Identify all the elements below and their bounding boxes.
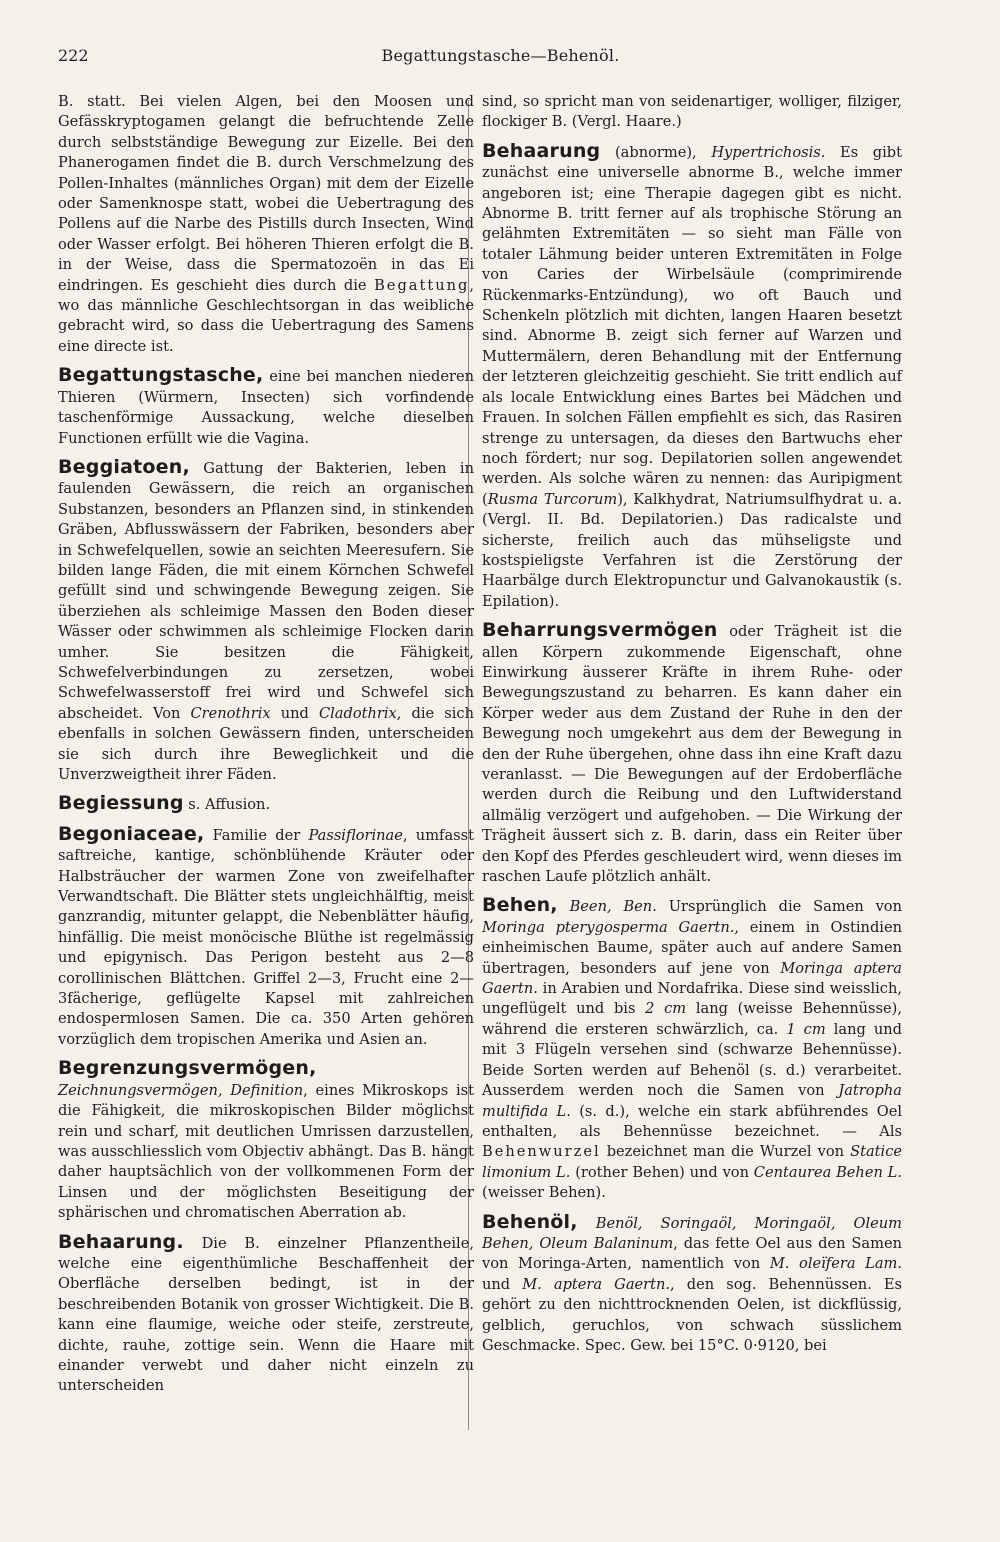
entry-behaarung: Behaarung. Die B. einzelner Pflanzentheile, welche eine eigenthümliche Beschaffenheit der Oberfläche derselben bedingt, ist in der beschreibenden Botanik von grosser Wichtigkeit. Die B. kann eine flaumige, weiche oder steife, zerstreute, dichte, rauhe, zottige sein. Wenn die Haare mit einander verwebt und daher nicht einzeln zu unterscheiden bbox=[58, 1230, 474, 1395]
entry-beggiatoen: Beggiatoen, Gattung der Bakterien, leben in faulenden Gewässern, die reich an organischen Substanzen, besonders an Pflanzen sind, in stinkenden Gräben, Abflusswässern der Fabriken, besonders aber in Schwefelquellen, sowie an seichten Meeresufern. Sie bilden lange Fäden, die mit einem Körnchen Schwefel gefüllt sind und schwingende Bewegung zeigen. Sie überziehen als schleimige Massen den Boden dieser Wässer oder schwimmen als schleimige Flocken darin umher. Sie besitzen die Fähigkeit, Schwefelverbindungen zu zersetzen, wobei Schwefelwasserstoff frei wird und Schwefel sich abscheidet. Von Crenothrix und Cladothrix, die sich ebenfalls in solchen Gewässern finden, unterscheiden sie sich durch ihre Beweglichkeit und die Unverzweigtheit ihrer Fäden. bbox=[58, 455, 475, 783]
running-head: Begattungstasche—Behenöl. bbox=[381, 46, 620, 65]
headword: Begiessung bbox=[58, 792, 184, 815]
continued-paragraph: B. statt. Bei vielen Algen, bei den Moosen und Gefässkryptogamen gelangt die befruchtende Zelle durch selbstständige Bewegung zur Eizelle. Bei den Phanerogamen findet die B. durch Verschmelzung des Pollen-Inhaltes (männliches Organ) mit dem der Eizelle oder Samenknospe statt, wobei die Uebertragung des Pollens auf die Narbe des Pistills durch Insecten, Wind oder Wasser erfolgt. Bei höheren Thieren erfolgt die B. in der Weise, dass die Spermatozoën in das Ei eindringen. Es geschieht dies durch die Begattung, wo das männliche Geschlechtsorgan in das weibliche gebracht wird, so dass die Uebertragung des Samens eine directe ist. bbox=[58, 93, 474, 355]
left-column bbox=[58, 92, 474, 1401]
headword: Behenöl, bbox=[482, 1210, 578, 1233]
headword: Begrenzungsvermögen, bbox=[58, 1057, 317, 1080]
headword: Begoniaceae, bbox=[58, 822, 205, 845]
headword: Behaarung bbox=[482, 139, 601, 162]
entry-begrenzungsvermoegen: Begrenzungsvermögen, Zeichnungsvermögen, Definition, eines Mikroskops ist die Fähigkeit, die mikroskopischen Bilder möglichst rein und scharf, mit deutlichen Umrissen darzustellen, was ausschliesslich vom Objectiv abhängt. Das B. hängt daher hauptsächlich von der vollkommenen Form der Linsen und der möglichsten Beseitigung der sphärischen und chromatischen Aberration ab. bbox=[58, 1057, 474, 1222]
entry-behenoel: Behenöl, Benöl, Soringaöl, Moringaöl, Oleum Behen, Oleum Balaninum, das fette Oel aus den Samen von Moringa-Arten, namentlich von M. oleïfera Lam. und M. aptera Gaertn., den sog. Behennüssen. Es gehört zu den nichttrocknenden Oelen, ist dickflüssig, gelblich, geruchlos, von schwach süsslichem Geschmacke. Spec. Gew. bei 15°C. 0·9120, bei bbox=[482, 1210, 903, 1354]
entry-behaarung-abnorme: Behaarung (abnorme), Hypertrichosis. Es gibt zunächst eine universelle abnorme B., welche immer angeboren ist; eine Therapie dagegen gibt es nicht. Abnorme B. tritt ferner auf als trophische Störung an gelähmten Extremitäten — so sieht man Fälle von totaler Lähmung beider unteren Extremitäten in Folge von Caries der Wirbelsäule (comprimirende Rückenmarks-Entzündung), wo oft Bauch und Schenkeln plötzlich mit dichten, langen Haaren besetzt sind. Abnorme B. zeigt sich ferner auf Warzen und Muttermälern, deren Behandlung mit der Entfernung der letzteren gleichzeitig geschieht. Sie tritt endlich auf als locale Entwicklung eines Bartes bei Mädchen und Frauen. In solchen Fällen empfiehlt es sich, das Rasiren strenge zu untersagen, da dieses den Bartwuchs eher noch fördert; nur sog. Depilatorien sollen angewendet werden. Als solche wären zu nennen: das Auripigment (Rusma Turcorum), Kalkhydrat, Natriumsulfhydrat u. a. (Vergl. II. Bd. Depilatorien.) Das radicalste und sicherste, freilich auch das mühseligste und kostspieligste Verfahren ist die Zerstörung der Haarbälge durch Elektropunctur und Galvanokaustik (s. Epilation). bbox=[482, 139, 902, 610]
right-column bbox=[482, 92, 902, 1360]
page-header bbox=[58, 46, 943, 76]
entry-begattungstasche: Begattungstasche, eine bei manchen niederen Thieren (Würmern, Insecten) sich vorfindende taschenförmige Aussackung, welche dieselben Functionen erfüllt wie die Vagina. bbox=[58, 364, 474, 447]
entry-begiessung: Begiessung s. Affusion. bbox=[58, 792, 271, 815]
continued-paragraph: sind, so spricht man von seidenartiger, wolliger, filziger, flockiger B. (Vergl. Haare.) bbox=[482, 93, 902, 131]
headword: Begattungstasche, bbox=[58, 364, 264, 387]
entry-beharrungsvermoegen: Beharrungsvermögen oder Trägheit ist die allen Körpern zukommende Eigenschaft, ohne Einwirkung äusserer Kräfte in ihrem Ruhe- oder Bewegungszustand zu beharren. Es kann daher ein Körper weder aus dem Zustand der Ruhe in den der Bewegung noch umgekehrt aus dem der Bewegung in den der Ruhe übergehen, ohne dass ihn eine Kraft dazu veranlasst. — Die Bewegungen auf der Erdoberfläche werden durch die Reibung und den Luftwiderstand allmälig verzögert und aufgehoben. — Die Wirkung der Trägheit äussert sich z. B. darin, dass ein Reiter über den Kopf des Pferdes geschleudert wird, wenn dieses im raschen Laufe plötzlich anhält. bbox=[482, 619, 902, 886]
headword: Beggiatoen, bbox=[58, 455, 190, 478]
page-number: 222 bbox=[58, 46, 89, 65]
entry-begoniaceae: Begoniaceae, Familie der Passiflorinae, umfasst saftreiche, kantige, schönblühende Kräuter oder Halbsträucher der warmen Zone von zweifelhafter Verwandtschaft. Die Blätter stets ungleichhälftig, meist ganzrandig, mitunter gelappt, die Nebenblätter häufig, hinfällig. Die meist monöcische Blüthe ist regelmässig und epigynisch. Das Perigon besteht aus 2—8 corollinischen Blättchen. Griffel 2—3, Frucht eine 2—3fächerige, geflügelte Kapsel mit zahlreichen endospermlosen Samen. Die ca. 350 Arten gehören vorzüglich dem tropischen Amerika und Asien an. bbox=[58, 822, 474, 1048]
headword: Beharrungsvermögen bbox=[482, 619, 718, 642]
headword: Behaarung. bbox=[58, 1230, 184, 1253]
entry-behen: Behen, Been, Ben. Ursprünglich die Samen von Moringa pterygosperma Gaertn., einem in Ostindien einheimischen Baume, später auch auf andere Samen übertragen, besonders auf jene von Moringa aptera Gaertn. in Arabien und Nordafrika. Diese sind weisslich, ungeflügelt und bis 2 cm lang (weisse Behennüsse), während die ersteren schwärzlich, ca. 1 cm lang und mit 3 Flügeln versehen sind (schwarze Behennüsse). Beide Sorten werden auf Behenöl (s. d.) verarbeitet. Ausserdem werden noch die Samen von Jatropha multifida L. (s. d.), welche ein stark abführendes Oel enthalten, als Behennüsse bezeichnet. — Als Behenwurzel bezeichnet man die Wurzel von Statice limonium L. (rother Behen) und von Centaurea Behen L. (weisser Behen). bbox=[482, 894, 903, 1202]
headword: Behen, bbox=[482, 894, 558, 917]
